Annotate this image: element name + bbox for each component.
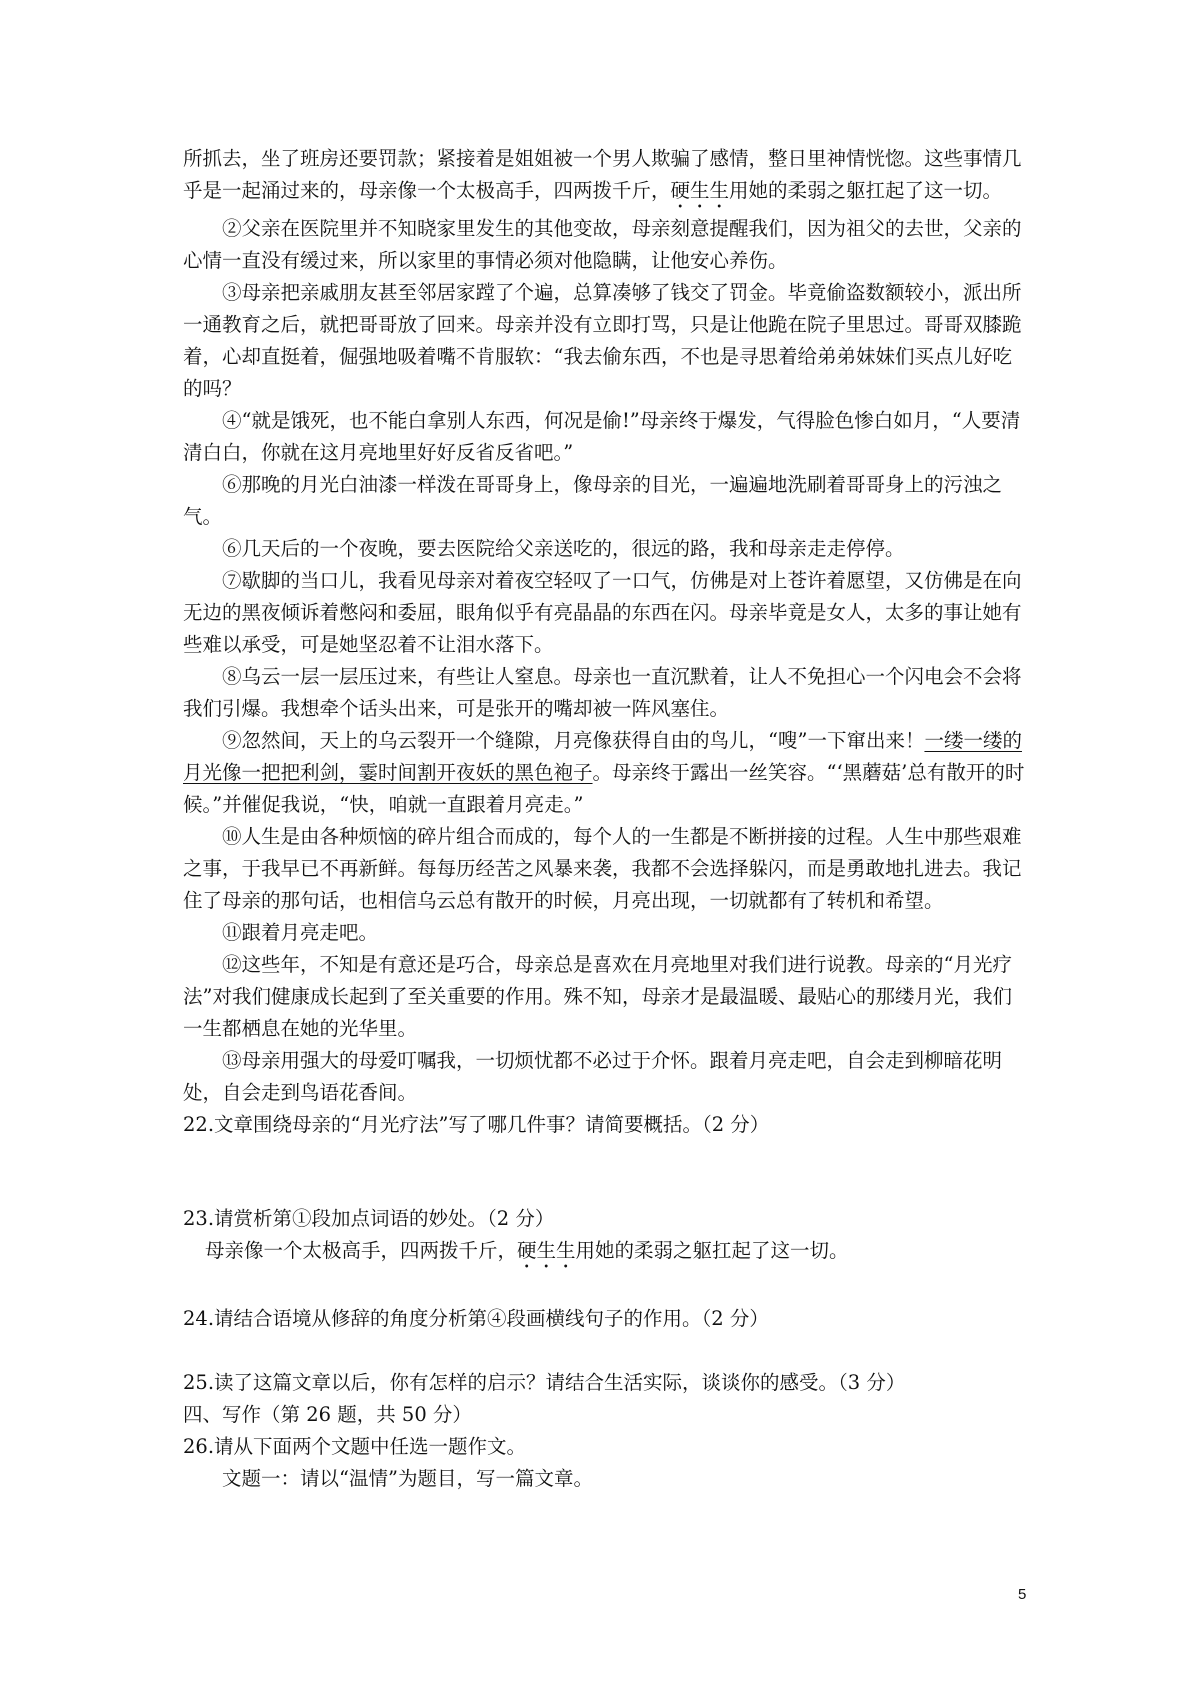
- question-23: 23.请赏析第①段加点词语的妙处。（2 分）: [183, 1207, 555, 1230]
- quote-text: 母亲像一个太极高手，四两拨千斤，: [205, 1239, 518, 1262]
- paragraph-4: ④“就是饿死，也不能白拿别人东西，何况是偷!”母亲终于爆发，气得脸色惨白如月，“人要清清白白，你就在这月亮地里好好反省反省吧。”: [183, 409, 1021, 464]
- paragraph-5: ⑥那晚的月光白油漆一样泼在哥哥身上，像母亲的目光，一遍遍地洗刷着哥哥身上的污浊之气。: [183, 473, 1003, 528]
- paragraph-6: ⑥几天后的一个夜晚，要去医院给父亲送吃的，很远的路，我和母亲走走停停。: [222, 537, 905, 560]
- answer-space: [183, 1273, 1028, 1303]
- paragraph-10: ⑩人生是由各种烦恼的碎片组合而成的，每个人的一生都是不断拼接的过程。人生中那些艰难之事，于我早已不再新鲜。每每历经苦之风暴来袭，我都不会选择躲闪，而是勇敢地扎进去。我记住了母亲的那句话，也相信乌云总有散开的时候，月亮出现，一切就都有了转机和希望。: [183, 825, 1022, 912]
- paragraph-1-continued: [183, 143, 1028, 213]
- dotted-word: 硬生生: [670, 179, 730, 202]
- question-25: 25.读了这篇文章以后，你有怎样的启示？请结合生活实际，谈谈你的感受。（3 分）: [183, 1371, 906, 1394]
- underlined-sentence: 一缕一缕的月光像一把把利剑，霎时间割开夜妖的黑色袍子: [183, 729, 1022, 784]
- section-writing-heading: 四、写作（第 26 题，共 50 分）: [183, 1403, 472, 1426]
- paragraph-11: ⑪跟着月亮走吧。: [222, 921, 379, 944]
- paragraph-7: ⑦歇脚的当口儿，我看见母亲对着夜空轻叹了一口气，仿佛是对上苍许着愿望，又仿佛是在向无边的黑夜倾诉着憋闷和委屈，眼角似乎有亮晶晶的东西在闪。母亲毕竟是女人，太多的事让她有些难以承受，可是她坚忍着不让泪水落下。: [183, 569, 1022, 656]
- paragraph-3: ③母亲把亲戚朋友甚至邻居家蹚了个遍，总算凑够了钱交了罚金。毕竟偷盗数额较小，派出所一通教育之后，就把哥哥放了回来。母亲并没有立即打骂，只是让他跪在院子里思过。哥哥双膝跪着，心却直挺着，倔强地吸着嘴不肯服软：“我去偷东西，不也是寻思着给弟弟妹妹们买点儿好吃的吗？: [183, 281, 1022, 400]
- question-23-quote: [183, 1235, 1028, 1273]
- question-22: 22.文章围绕母亲的“月光疗法”写了哪几件事？请简要概括。（2 分）: [183, 1113, 770, 1136]
- document-content: [183, 143, 1028, 1495]
- paragraph-9: [183, 725, 1028, 821]
- paragraph-text: 。母亲终于露出一丝笑容。“‘黑蘑菇’总有散开的时候。”并催促我说，“快，咱就一直跟着月亮走。”: [183, 761, 1025, 816]
- paragraph-8: ⑧乌云一层一层压过来，有些让人窒息。母亲也一直沉默着，让人不免担心一个闪电会不会将我们引爆。我想牵个话头出来，可是张开的嘴却被一阵风塞住。: [183, 665, 1022, 720]
- answer-space: [183, 1335, 1028, 1367]
- paragraph-2: ②父亲在医院里并不知晓家里发生的其他变故，母亲刻意提醒我们，因为祖父的去世，父亲的心情一直没有缓过来，所以家里的事情必须对他隐瞒，让他安心养伤。: [183, 217, 1022, 272]
- quote-text: 用她的柔弱之躯扛起了这一切。: [575, 1239, 849, 1262]
- paragraph-text: 所抓去，坐了班房还要罚款；紧接着是姐姐被一个男人欺骗了感情，整日里神情恍惚。这些事情几乎是一起涌过来的，母亲像一个太极高手，四两拨千斤，: [183, 147, 1022, 202]
- question-24: 24.请结合语境从修辞的角度分析第④段画横线句子的作用。（2 分）: [183, 1307, 769, 1330]
- paragraph-12: ⑫这些年，不知是有意还是巧合，母亲总是喜欢在月亮地里对我们进行说教。母亲的“月光疗法”对我们健康成长起到了至关重要的作用。殊不知，母亲才是最温暖、最贴心的那缕月光，我们一生都栖息在她的光华里。: [183, 953, 1012, 1040]
- paragraph-13: ⑬母亲用强大的母爱叮嘱我，一切烦忧都不必过于介怀。跟着月亮走吧，自会走到柳暗花明处，自会走到鸟语花香间。: [183, 1049, 1003, 1104]
- essay-topic-1: 文题一：请以“温情”为题目，写一篇文章。: [222, 1467, 593, 1490]
- question-26: 26.请从下面两个文题中任选一题作文。: [183, 1435, 527, 1458]
- page-number: 5: [1018, 1586, 1027, 1603]
- paragraph-text: ⑨忽然间，天上的乌云裂开一个缝隙，月亮像获得自由的鸟儿，“嗖”一下窜出来！: [222, 729, 925, 752]
- answer-space: [183, 1141, 1028, 1203]
- dotted-word: 硬生生: [517, 1239, 576, 1262]
- paragraph-text: 用她的柔弱之躯扛起了这一切。: [729, 179, 1003, 202]
